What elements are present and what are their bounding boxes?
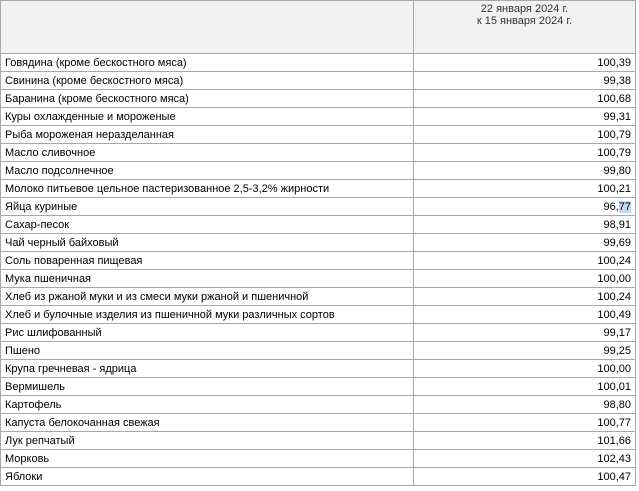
table-row [1,216,636,234]
product-name: Яблоки [1,468,414,486]
product-name: Хлеб и булочные изделия из пшеничной муки различных сортов [1,306,414,324]
product-name: Морковь [1,450,414,468]
price-index-value[interactable] [414,198,636,216]
table-row [1,324,636,342]
product-name: Пшено [1,342,414,360]
table-row [1,450,636,468]
table-row [1,198,636,216]
price-index-value: 100,79 [414,144,636,162]
product-name: Баранина (кроме бескостного мяса) [1,90,414,108]
table-row [1,288,636,306]
product-name: Крупа гречневая - ядрица [1,360,414,378]
selected-text-highlight[interactable]: 77 [618,200,631,213]
price-index-value: 101,66 [414,432,636,450]
table-row [1,126,636,144]
price-index-value: 99,38 [414,72,636,90]
table-row [1,360,636,378]
price-index-value: 99,69 [414,234,636,252]
price-index-value: 99,17 [414,324,636,342]
table-row [1,342,636,360]
product-name: Свинина (кроме бескостного мяса) [1,72,414,90]
table-row [1,108,636,126]
table-header-row [1,1,636,54]
price-index-value: 100,21 [414,180,636,198]
price-index-value-main: 96, [603,200,619,213]
price-index-value: 100,77 [414,414,636,432]
table-row [1,252,636,270]
table-row [1,180,636,198]
product-name: Куры охлажденные и мороженые [1,108,414,126]
product-name: Масло подсолнечное [1,162,414,180]
product-name: Рис шлифованный [1,324,414,342]
price-index-value: 100,01 [414,378,636,396]
table-row [1,414,636,432]
price-index-value: 100,49 [414,306,636,324]
product-name: Лук репчатый [1,432,414,450]
product-name: Мука пшеничная [1,270,414,288]
price-index-value: 100,79 [414,126,636,144]
price-index-value: 99,31 [414,108,636,126]
product-name: Сахар-песок [1,216,414,234]
price-index-value: 99,80 [414,162,636,180]
price-index-value: 100,68 [414,90,636,108]
header-date-line1: 22 января 2024 г. [480,3,569,15]
table-row [1,468,636,486]
price-index-value: 98,91 [414,216,636,234]
product-name: Молоко питьевое цельное пастеризованное 2,5-3,2% жирности [1,180,414,198]
product-name: Яйца куриные [1,198,414,216]
product-name: Масло сливочное [1,144,414,162]
table-row [1,378,636,396]
table-row [1,162,636,180]
header-empty-cell [1,1,414,54]
header-date-cell [414,1,636,54]
table-row [1,306,636,324]
product-name: Соль поваренная пищевая [1,252,414,270]
product-name: Рыба мороженая неразделанная [1,126,414,144]
product-name: Вермишель [1,378,414,396]
table-row [1,54,636,72]
price-index-value: 100,47 [414,468,636,486]
price-index-value: 98,80 [414,396,636,414]
header-date-line2: к 15 января 2024 г. [476,15,573,27]
product-name: Чай черный байховый [1,234,414,252]
table-row [1,72,636,90]
table-row [1,234,636,252]
product-name: Капуста белокочанная свежая [1,414,414,432]
price-index-value: 100,00 [414,270,636,288]
table-row [1,144,636,162]
table-row [1,396,636,414]
table-row [1,270,636,288]
price-index-value: 100,24 [414,288,636,306]
price-index-value: 100,24 [414,252,636,270]
price-index-value: 99,25 [414,342,636,360]
product-name: Хлеб из ржаной муки и из смеси муки ржаной и пшеничной [1,288,414,306]
table-row [1,432,636,450]
price-index-value: 100,00 [414,360,636,378]
price-index-value: 102,43 [414,450,636,468]
table-row [1,90,636,108]
price-index-value: 100,39 [414,54,636,72]
product-name: Картофель [1,396,414,414]
product-name: Говядина (кроме бескостного мяса) [1,54,414,72]
